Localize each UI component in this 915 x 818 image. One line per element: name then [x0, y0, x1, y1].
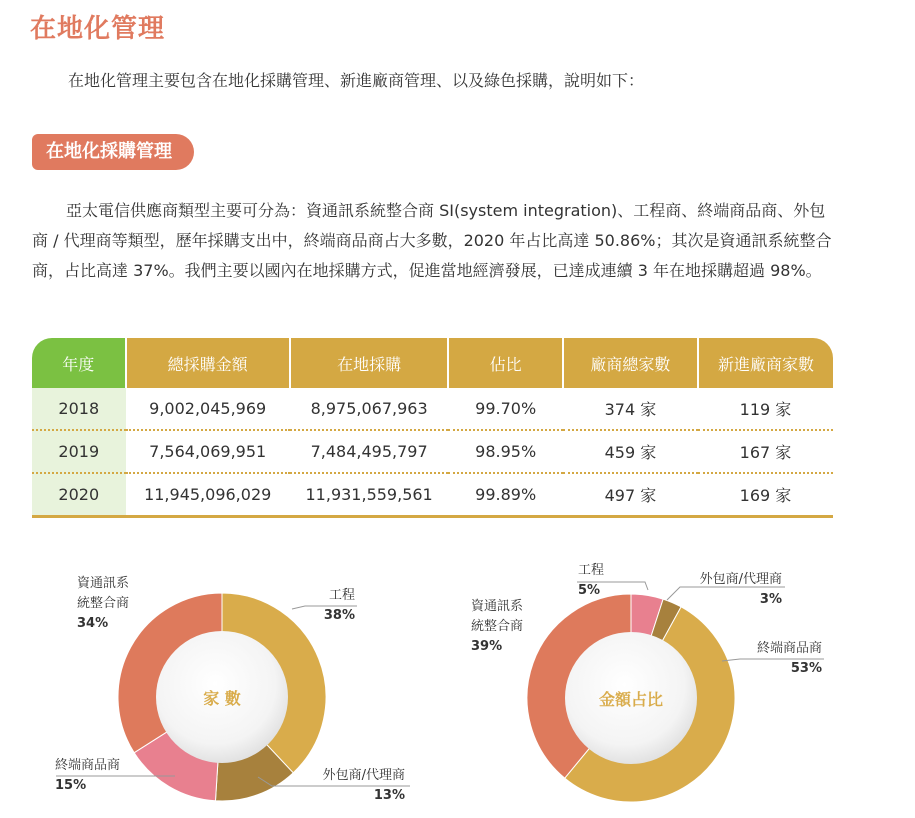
label-pct: 5%	[578, 583, 601, 598]
label-engineering-vendors	[300, 586, 355, 626]
cell-vendors: 374 家	[563, 388, 698, 430]
intro-text: 在地化管理主要包含在地化採購管理、新進廠商管理、以及綠色採購，說明如下：	[68, 71, 645, 90]
header-year: 年度	[32, 338, 126, 388]
label-terminal-vendors	[55, 756, 120, 796]
label-name: 外包商/代理商	[322, 768, 405, 783]
cell-total: 11,945,096,029	[126, 473, 290, 517]
label-name: 工程	[578, 563, 605, 578]
label-pct: 13%	[373, 788, 405, 803]
header-vendors: 廠商總家數	[563, 338, 698, 388]
label-name: 終端商品商	[55, 758, 121, 773]
cell-total: 7,564,069,951	[126, 430, 290, 473]
cell-local: 7,484,495,797	[290, 430, 449, 473]
cell-total: 9,002,045,969	[126, 388, 290, 430]
cell-ratio: 99.89%	[448, 473, 563, 517]
amount-share-donut-chart	[521, 588, 741, 808]
label-pct: 53%	[790, 661, 822, 676]
cell-vendors: 497 家	[563, 473, 698, 517]
label-pct: 15%	[55, 778, 87, 793]
label-name: 終端商品商	[756, 641, 822, 656]
label-name: 資通訊系 統整合商	[471, 599, 524, 634]
label-name: 資通訊系 統整合商	[77, 576, 130, 611]
label-outsourcing-amount	[682, 570, 782, 610]
header-new-vendors: 新進廠商家數	[698, 338, 833, 388]
table-header-row	[32, 338, 833, 388]
cell-year: 2018	[32, 388, 126, 430]
label-name: 工程	[328, 588, 355, 603]
header-ratio: 佔比	[448, 338, 563, 388]
section-label: 在地化採購管理	[32, 134, 194, 170]
cell-local: 8,975,067,963	[290, 388, 449, 430]
label-si-vendors	[77, 574, 129, 634]
table-row	[32, 473, 833, 517]
cell-new-vendors: 119 家	[698, 388, 833, 430]
label-pct: 34%	[77, 616, 109, 631]
label-pct: 3%	[759, 592, 782, 607]
cell-new-vendors: 169 家	[698, 473, 833, 517]
label-pct: 39%	[471, 639, 503, 654]
label-si-amount	[471, 597, 523, 657]
donut-center-label: 家 數	[203, 689, 241, 708]
header-local: 在地採購	[290, 338, 449, 388]
label-outsourcing-vendors	[290, 766, 405, 806]
cell-local: 11,931,559,561	[290, 473, 449, 517]
cell-ratio: 98.95%	[448, 430, 563, 473]
body-paragraph	[32, 196, 840, 286]
label-engineering-amount	[578, 561, 604, 601]
cell-vendors: 459 家	[563, 430, 698, 473]
cell-ratio: 99.70%	[448, 388, 563, 430]
label-name: 外包商/代理商	[699, 572, 782, 587]
table-row	[32, 430, 833, 473]
cell-year: 2019	[32, 430, 126, 473]
cell-year: 2020	[32, 473, 126, 517]
label-pct: 38%	[323, 608, 355, 623]
procurement-table	[32, 338, 833, 518]
donut-center-label: 金額占比	[598, 690, 664, 709]
label-terminal-amount	[730, 639, 822, 679]
paragraph-text: 亞太電信供應商類型主要可分為：資通訊系統整合商 SI(system integration)、工程商、終端商品商、外包商 / 代理商等類型，歷年採購支出中，終端商品商占大多數，2020 年占比高達 50.86%；其次是資通訊系統整合商，占比高達 37%。我們主要以國內在地採購方式，促進當地經濟發展，已達成連續 3 年在地採購超過 98%。	[32, 201, 832, 280]
table-row	[32, 388, 833, 430]
cell-new-vendors: 167 家	[698, 430, 833, 473]
page-title: 在地化管理	[30, 14, 166, 44]
header-total: 總採購金額	[126, 338, 290, 388]
